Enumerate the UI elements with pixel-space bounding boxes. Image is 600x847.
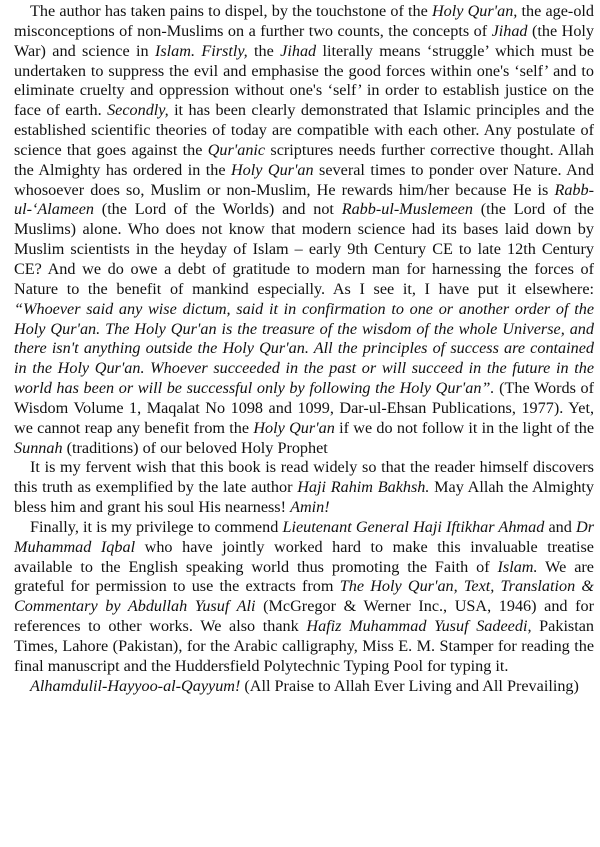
text-run: who have jointly worked hard to make this invaluable treatise available to the English speaking world thus promoting the Faith of	[14, 537, 594, 576]
italic-text-run: Islam.	[497, 557, 538, 576]
italic-text-run: Holy Qur'an	[253, 418, 335, 437]
text-run: (the Lord of the Worlds) and not	[94, 200, 342, 219]
text-run: literally means ‘struggle’ which must be undertaken to suppress the evil and emphasise the good forces within one's ‘self’ and to eliminate cruelty and oppression without one's ‘self’ in order to establish justice on the face of earth.	[14, 41, 595, 120]
italic-text-run: The Holy Qur'an, Text, Translation & Commentary by Abdullah Yusuf Ali	[14, 577, 595, 616]
italic-text-run: Hafiz Muhammad Yusuf Sadeedi,	[306, 617, 532, 636]
text-run: and	[544, 517, 576, 536]
text-run: (the Holy War) and science in	[14, 21, 595, 60]
italic-text-run: Lieutenant General Haji Iftikhar Ahmad	[282, 517, 545, 536]
text-run: (All Praise to Allah Ever Living and All Prevailing)	[240, 676, 579, 695]
text-run: May Allah the Almighty bless him and grant his soul His nearness!	[14, 478, 595, 517]
italic-text-run: Jihad	[491, 21, 528, 40]
italic-text-run: Jihad	[280, 41, 317, 60]
text-run: it has been clearly demonstrated that Islamic principles and the established scientific theories of today are compatible with each other. Any postulate of science that goes against the	[14, 101, 594, 159]
text-run: We are grateful for permission to use the extracts from	[14, 557, 594, 596]
italic-text-run: Alhamdulil-Hayyoo-al-Qayyum!	[30, 676, 241, 695]
text-run: Pakistan Times, Lahore (Pakistan), for the Arabic calligraphy, Miss E. M. Stamper for reading the final manuscript and the Huddersfield Polytechnic Typing Pool for typing it.	[14, 617, 595, 675]
italic-text-run: Rabb-ul-Muslemeen	[341, 200, 473, 219]
paragraph-acknowledgements	[14, 518, 594, 677]
paragraph-closing-praise	[14, 677, 594, 697]
document-page	[14, 2, 594, 697]
italic-text-run: Secondly,	[107, 101, 169, 120]
text-run: It is my fervent wish that this book is read widely so that the reader himself discovers this truth as exemplified by the late author	[14, 458, 594, 497]
italic-text-run: Holy Qur'an,	[431, 2, 518, 20]
text-run: (the Lord of the Muslims) alone. Who does not know that modern science had its bases laid down by Muslim scientists in the heyday of Islam – early 9th Century CE to late 12th Century CE? And we do owe a debt of gratitude to modern man for harnessing the forces of Nature to the benefit of mankind especially. As I see it, I have put it elsewhere:	[14, 200, 594, 298]
text-run: The author has taken pains to dispel, by the touchstone of the	[30, 2, 432, 20]
text-run: (traditions) of our beloved Holy Prophet	[62, 438, 328, 457]
text-run: the age-old misconceptions of non-Muslims on a further two counts, the concepts of	[14, 2, 594, 40]
italic-text-run: Dr Muhammad Iqbal	[14, 517, 594, 556]
paragraph-author-intent	[14, 2, 594, 458]
italic-text-run: “Whoever said any wise dictum, said it in confirmation to one or another order of the Holy Qur'an. The Holy Qur'an is the treasure of the wisdom of the whole Universe, and there isn't anything outside the Holy Qur'an. All the principles of success are contained in the Holy Qur'an. Whoever succeeded in the past or will succeed in the future in the world has been or will be successful only by following the Holy Qur'an”.	[14, 299, 594, 398]
text-run: if we do not follow it in the light of the	[334, 418, 595, 437]
paragraph-fervent-wish	[14, 458, 594, 518]
italic-text-run: Haji Rahim Bakhsh.	[297, 478, 430, 497]
text-run: scriptures needs further corrective thought. Allah the Almighty has ordered in the	[14, 140, 594, 179]
text-run: the	[247, 41, 281, 60]
text-run: (The Words of Wisdom Volume 1, Maqalat No 1098 and 1099, Dar-ul-Ehsan Publications, 1977). Yet, we cannot reap any benefit from the	[14, 379, 595, 437]
text-run: (McGregor & Werner Inc., USA, 1946) and for references to other works. We also thank	[14, 597, 595, 636]
italic-text-run: Qur'anic	[207, 140, 266, 159]
italic-text-run: Amin!	[290, 498, 330, 517]
italic-text-run: Holy Qur'an	[230, 160, 314, 179]
italic-text-run: Rabb-ul-‘Alameen	[14, 180, 594, 219]
italic-text-run: Islam. Firstly,	[154, 41, 248, 60]
text-run: several times to ponder over Nature. And whosoever does so, Muslim or non-Muslim, He rewards him/her because He is	[14, 160, 594, 199]
italic-text-run: Sunnah	[14, 438, 63, 457]
text-run: Finally, it is my privilege to commend	[30, 517, 283, 536]
